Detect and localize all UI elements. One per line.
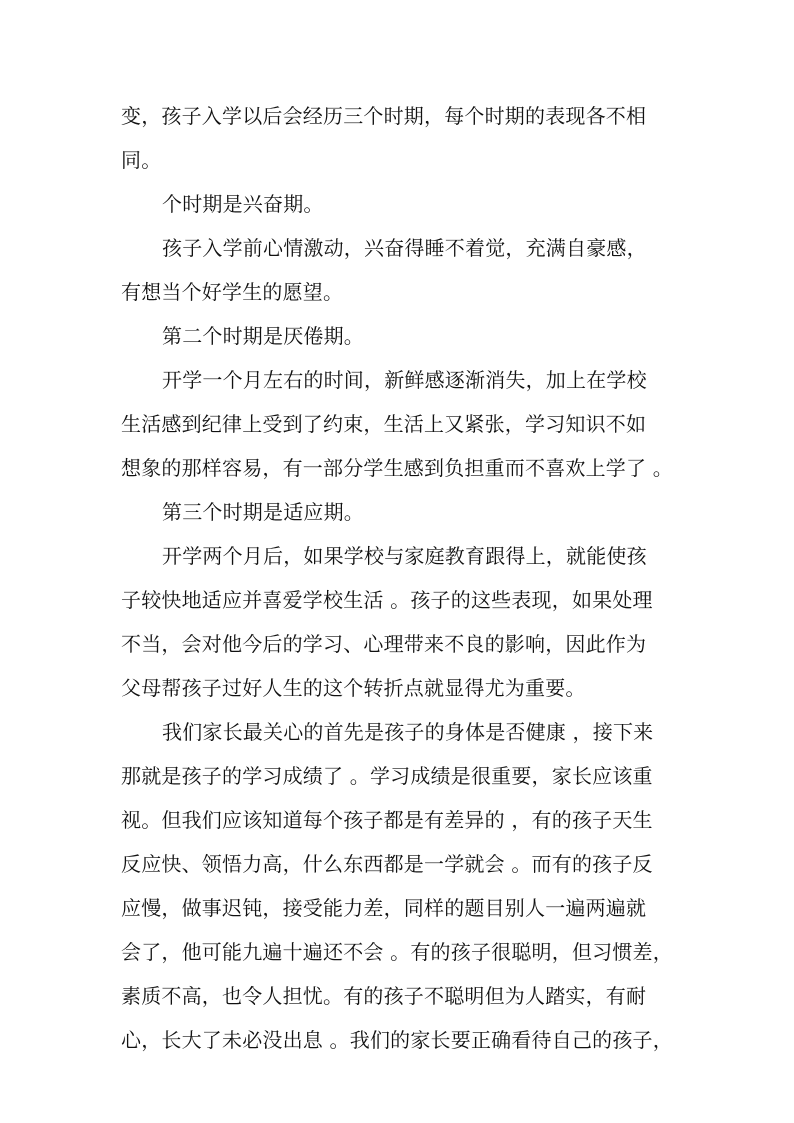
text-line: 不当，会对他今后的学习、心理带来不良的影响，因此作为 xyxy=(121,632,647,656)
text-line: 我们家长最关心的首先是孩子的身体是否健康 ，接下来 xyxy=(162,720,654,744)
text-line: 生活感到纪律上受到了约束，生活上又紧张，学习知识不如 xyxy=(121,412,647,436)
text-line: 同。 xyxy=(121,148,162,172)
text-line: 孩子入学前心情激动，兴奋得睡不着觉，充满自豪感， xyxy=(162,236,647,260)
text-line: 开学两个月后，如果学校与家庭教育跟得上，就能使孩 xyxy=(162,544,647,568)
text-line: 想象的那样容易，有一部分学生感到负担重而不喜欢上学了 。 xyxy=(121,456,673,480)
text-line: 父母帮孩子过好人生的这个转折点就显得尤为重要。 xyxy=(121,676,586,700)
text-line: 那就是孩子的学习成绩了 。学习成绩是很重要，家长应该重 xyxy=(121,764,653,788)
text-line: 子较快地适应并喜爱学校生活 。孩子的这些表现，如果处理 xyxy=(121,588,653,612)
text-line: 视。但我们应该知道每个孩子都是有差异的 ，有的孩子天生 xyxy=(121,808,653,832)
text-line: 有想当个好学生的愿望。 xyxy=(121,280,344,304)
text-line: 素质不高，也令人担忧。有的孩子不聪明但为人踏实，有耐 xyxy=(121,984,647,1008)
text-line: 变，孩子入学以后会经历三个时期，每个时期的表现各不相 xyxy=(121,104,647,128)
text-line: 会了，他可能九遍十遍还不会 。有的孩子很聪明，但习惯差， xyxy=(121,940,673,964)
text-line: 应慢，做事迟钝，接受能力差，同样的题目别人一遍两遍就 xyxy=(121,896,647,920)
text-line: 开学一个月左右的时间，新鲜感逐渐消失，加上在学校 xyxy=(162,368,647,392)
text-line: 个时期是兴奋期。 xyxy=(162,192,324,216)
text-line: 反应快、领悟力高，什么东西都是一学就会 。而有的孩子反 xyxy=(121,852,653,876)
text-line: 心，长大了未必没出息 。我们的家长要正确看待自己的孩子， xyxy=(121,1028,673,1052)
text-line: 第二个时期是厌倦期。 xyxy=(162,324,364,348)
text-line: 第三个时期是适应期。 xyxy=(162,500,364,524)
